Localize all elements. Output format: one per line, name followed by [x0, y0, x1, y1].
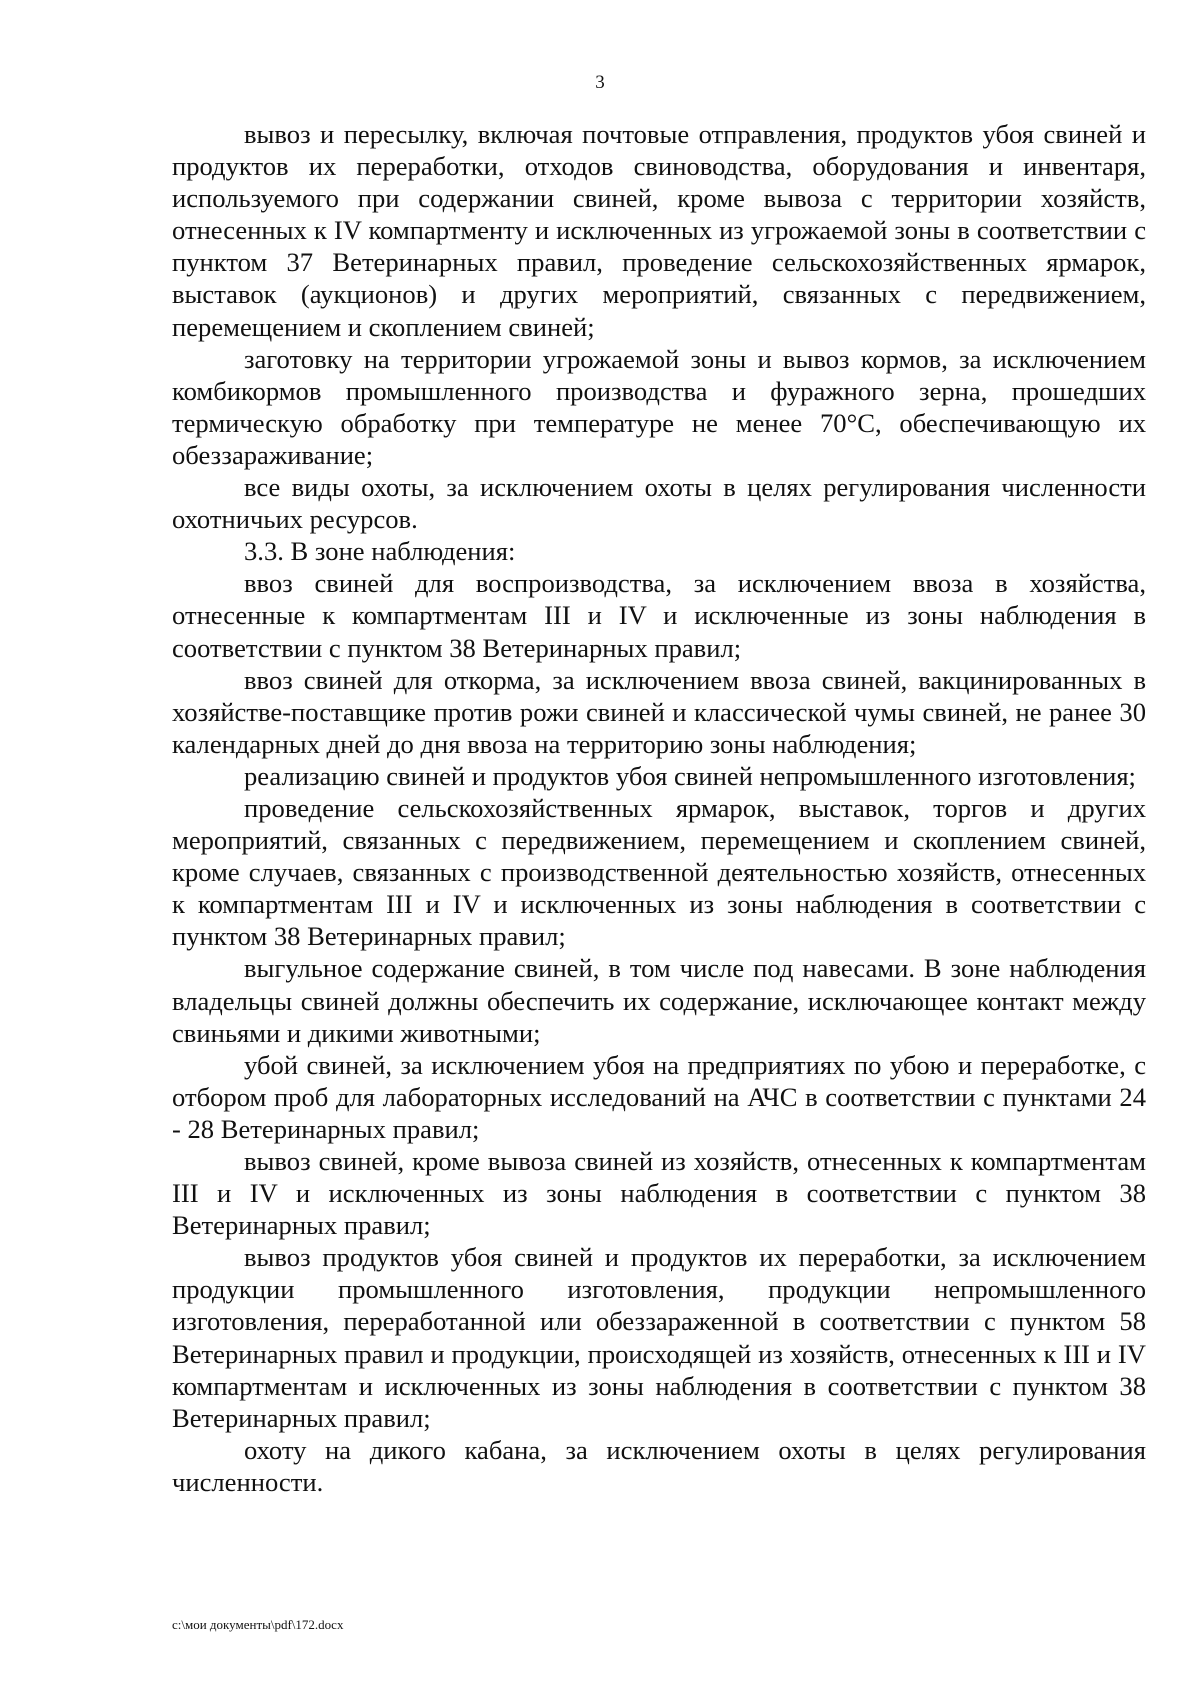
paragraph-wild-boar-hunting: охоту на дикого кабана, за исключением охоты в целях регулирования численности. [172, 1434, 1146, 1497]
paragraph-product-export: вывоз продуктов убоя свиней и продуктов их переработки, за исключением продукции промышленного изготовления, продукции непромышленного изготовления, переработанной или обеззараженной в соответствии с пунктом 58 Ветеринарных правил и продукции, происходящей из хозяйств, отнесенных к III и IV компартментам и исключенных из зоны наблюдения в соответствии с пунктом 38 Ветеринарных правил; [172, 1242, 1146, 1433]
page-number: 3 [595, 72, 605, 93]
paragraph-fairs-exhibitions: проведение сельскохозяйственных ярмарок, выставок, торгов и других мероприятий, связанных с передвижением, перемещением и скоплением свиней, кроме случаев, связанных с производственной деятельностью хозяйств, отнесенных к компартментам III и IV и исключенных из зоны наблюдения в соответствии с пунктом 38 Ветеринарных правил; [172, 792, 1146, 952]
paragraph-sale-nonindustrial: реализацию свиней и продуктов убоя свиней непромышленного изготовления; [244, 760, 1136, 791]
paragraph-fattening-import: ввоз свиней для откорма, за исключением ввоза свиней, вакцинированных в хозяйстве-поставщике против рожи свиней и классической чумы свиней, не ранее 30 календарных дней до дня ввоза на территорию зоны наблюдения; [172, 664, 1146, 759]
paragraph-feed-procurement: заготовку на территории угрожаемой зоны и вывоз кормов, за исключением комбикормов промышленного производства и фуражного зерна, прошедших термическую обработку при температуре не менее 70°С, обеспечивающую их обеззараживание; [172, 343, 1146, 470]
paragraph-free-range-keeping: выгульное содержание свиней, в том числе под навесами. В зоне наблюдения владельцы свиней должны обеспечить их содержание, исключающее контакт между свиньями и дикими животными; [172, 953, 1146, 1048]
document-body [172, 118, 1146, 1498]
paragraph-slaughter: убой свиней, за исключением убоя на предприятиях по убою и переработке, с отбором проб для лабораторных исследований на АЧС в соответствии с пунктами 24 - 28 Ветеринарных правил; [172, 1049, 1146, 1144]
footer-file-path: c:\мои документы\pdf\172.docx [172, 1617, 344, 1632]
paragraph-hunting-ban: все виды охоты, за исключением охоты в целях регулирования численности охотничьих ресурсов. [172, 472, 1146, 535]
paragraph-export-and-shipment: вывоз и пересылку, включая почтовые отправления, продуктов убоя свиней и продуктов их переработки, отходов свиноводства, оборудования и инвентаря, используемого при содержании свиней, кроме вывоза с территории хозяйств, отнесенных к IV компартменту и исключенных из угрожаемой зоны в соответствии с пунктом 37 Ветеринарных правил, проведение сельскохозяйственных ярмарок, выставок (аукционов) и других мероприятий, связанных с передвижением, перемещением и скоплением свиней; [172, 119, 1146, 342]
paragraph-pig-export: вывоз свиней, кроме вывоза свиней из хозяйств, отнесенных к компартментам III и IV и исключенных из зоны наблюдения в соответствии с пунктом 38 Ветеринарных правил; [172, 1146, 1146, 1241]
paragraph-breeding-import: ввоз свиней для воспроизводства, за исключением ввоза в хозяйства, отнесенные к компартментам III и IV и исключенные из зоны наблюдения в соответствии с пунктом 38 Ветеринарных правил; [172, 568, 1146, 663]
section-heading-observation-zone: 3.3. В зоне наблюдения: [244, 536, 516, 567]
